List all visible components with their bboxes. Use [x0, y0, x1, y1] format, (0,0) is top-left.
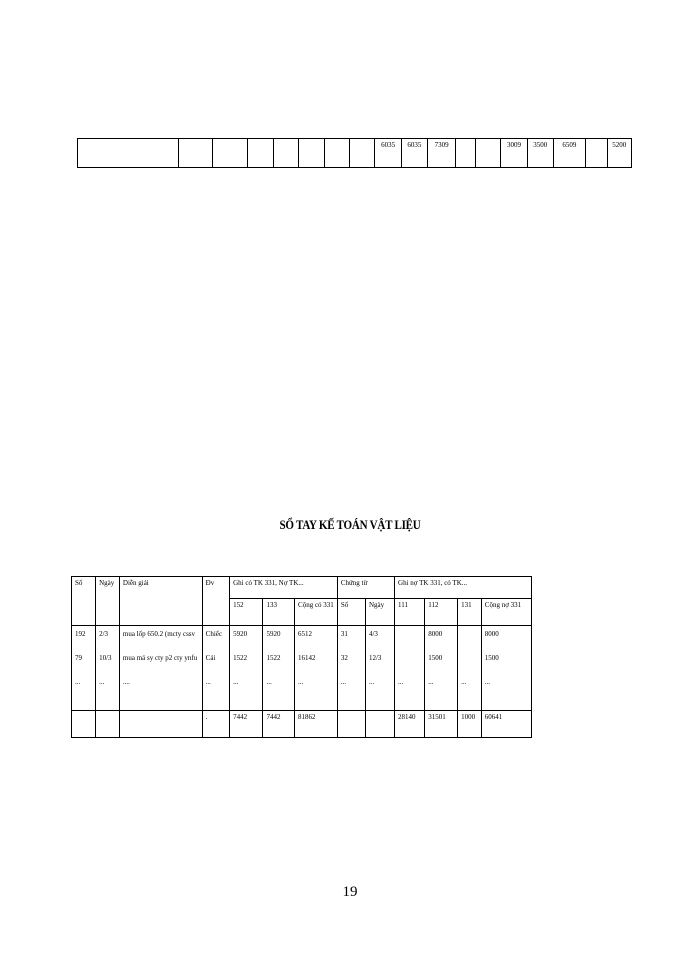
header-so: Số [72, 577, 96, 626]
header-152: 152 [230, 599, 263, 626]
table-cell: 8000 [428, 630, 443, 638]
table-cell: mua má sy cty p2 cty ynfu [122, 654, 198, 662]
total-cell: 60641 [481, 711, 531, 738]
table-cell: ... [75, 678, 81, 686]
table-cell: 31 [340, 630, 348, 638]
table-cell [213, 139, 248, 168]
table-cell [248, 139, 273, 168]
table-cell: 6509 [553, 139, 585, 168]
table-cell: 6512 [298, 630, 313, 638]
table-cell: Chiếc [205, 630, 222, 638]
table-cell [78, 139, 179, 168]
total-cell [119, 711, 202, 738]
table-cell: 6035 [375, 139, 401, 168]
col-dv [202, 626, 229, 711]
header-ngay: Ngày [96, 577, 120, 626]
page-number: 19 [342, 884, 358, 900]
table-cell [398, 628, 421, 652]
header-ghi-no-group: Ghi nợ TK 331, có TK... [395, 577, 532, 599]
table-cell [461, 628, 478, 652]
header-ct-so: Số [337, 599, 365, 626]
total-cell [72, 711, 96, 738]
material-ledger-table [71, 576, 532, 738]
header-133: 133 [263, 599, 295, 626]
total-cell [96, 711, 120, 738]
total-cell: 31501 [425, 711, 458, 738]
col-dien-giai [119, 626, 202, 711]
table-cell: 3500 [527, 139, 553, 168]
header-chung-tu-group: Chứng từ [337, 577, 394, 599]
table-cell: 1522 [266, 654, 281, 662]
total-cell [337, 711, 365, 738]
ledger-fragment-table [77, 138, 632, 168]
table-cell: 3009 [501, 139, 527, 168]
col-cong-no-331 [481, 626, 531, 711]
total-cell: 28140 [395, 711, 425, 738]
header-131: 131 [458, 599, 482, 626]
col-131 [458, 626, 482, 711]
table-cell [273, 139, 298, 168]
table-cell [324, 139, 349, 168]
header-cong-no-331: Cộng nợ 331 [481, 599, 531, 626]
table-cell: 79 [75, 654, 82, 662]
col-so [72, 626, 96, 711]
total-cell: 7442 [263, 711, 295, 738]
table-cell: 5920 [233, 630, 248, 638]
table-cell: 8000 [484, 630, 499, 638]
col-111 [395, 626, 425, 711]
header-112: 112 [425, 599, 458, 626]
total-cell: 81862 [295, 711, 338, 738]
table-cell [456, 139, 476, 168]
table-cell [585, 139, 607, 168]
table-total-row [72, 711, 532, 738]
table-cell: ... [266, 678, 272, 686]
table-cell: 1500 [428, 654, 443, 662]
table-cell [178, 139, 213, 168]
col-ct-ngay [365, 626, 394, 711]
total-cell: 1000 [458, 711, 482, 738]
table-cell: ... [484, 678, 491, 686]
table-cell: ... [428, 678, 434, 686]
header-cong-co-331: Cộng có 331 [295, 599, 338, 626]
col-112 [425, 626, 458, 711]
table-cell: ... [205, 678, 211, 686]
total-cell: . [202, 711, 229, 738]
page-title: SỔ TAY KẾ TOÁN VẬT LIỆU [279, 517, 421, 532]
table-cell [475, 139, 500, 168]
col-152 [230, 626, 263, 711]
table-cell: ... [99, 678, 105, 686]
header-ct-ngay: Ngày [365, 599, 394, 626]
table-cell [461, 652, 478, 676]
table-cell: Cái [205, 654, 216, 662]
header-111: 111 [395, 599, 425, 626]
table-cell: 4/3 [368, 630, 378, 638]
table-cell: ... [368, 678, 375, 686]
header-ghi-co-group: Ghi có TK 331, Nợ TK... [230, 577, 338, 599]
table-cell [350, 139, 375, 168]
col-133 [263, 626, 295, 711]
header-dien-giai: Diễn giải [119, 577, 202, 626]
total-cell: 7442 [230, 711, 263, 738]
table-cell: ... [461, 678, 467, 686]
table-header-row [72, 577, 532, 599]
table-cell: 1500 [484, 654, 499, 662]
col-ct-so [337, 626, 365, 711]
table-cell: 5920 [266, 630, 281, 638]
table-cell: 2/3 [99, 630, 109, 638]
table-cell: 6035 [401, 139, 427, 168]
total-cell [365, 711, 394, 738]
table-cell: mua lốp 650.2 (mcty cssv [122, 630, 196, 638]
table-cell: 10/3 [99, 654, 112, 662]
table-cell: 16142 [298, 654, 316, 662]
col-ngay [96, 626, 120, 711]
table-cell [299, 139, 324, 168]
header-dv: Đv [202, 577, 229, 626]
table-cell [398, 652, 421, 676]
table-cell: ... [233, 678, 239, 686]
table-cell: .... [122, 678, 130, 686]
table-cell: ... [398, 678, 404, 686]
table-cell: 192 [75, 630, 86, 638]
table-cell: 1522 [233, 654, 248, 662]
table-cell: 12/3 [368, 654, 382, 662]
table-cell: 32 [340, 654, 348, 662]
table-row [78, 139, 632, 168]
table-cell: ... [340, 678, 347, 686]
table-cell: 5200 [607, 139, 632, 168]
table-data-block [72, 626, 532, 711]
table-cell: ... [298, 678, 304, 686]
col-cong-co-331 [295, 626, 338, 711]
table-cell: 7309 [428, 139, 456, 168]
